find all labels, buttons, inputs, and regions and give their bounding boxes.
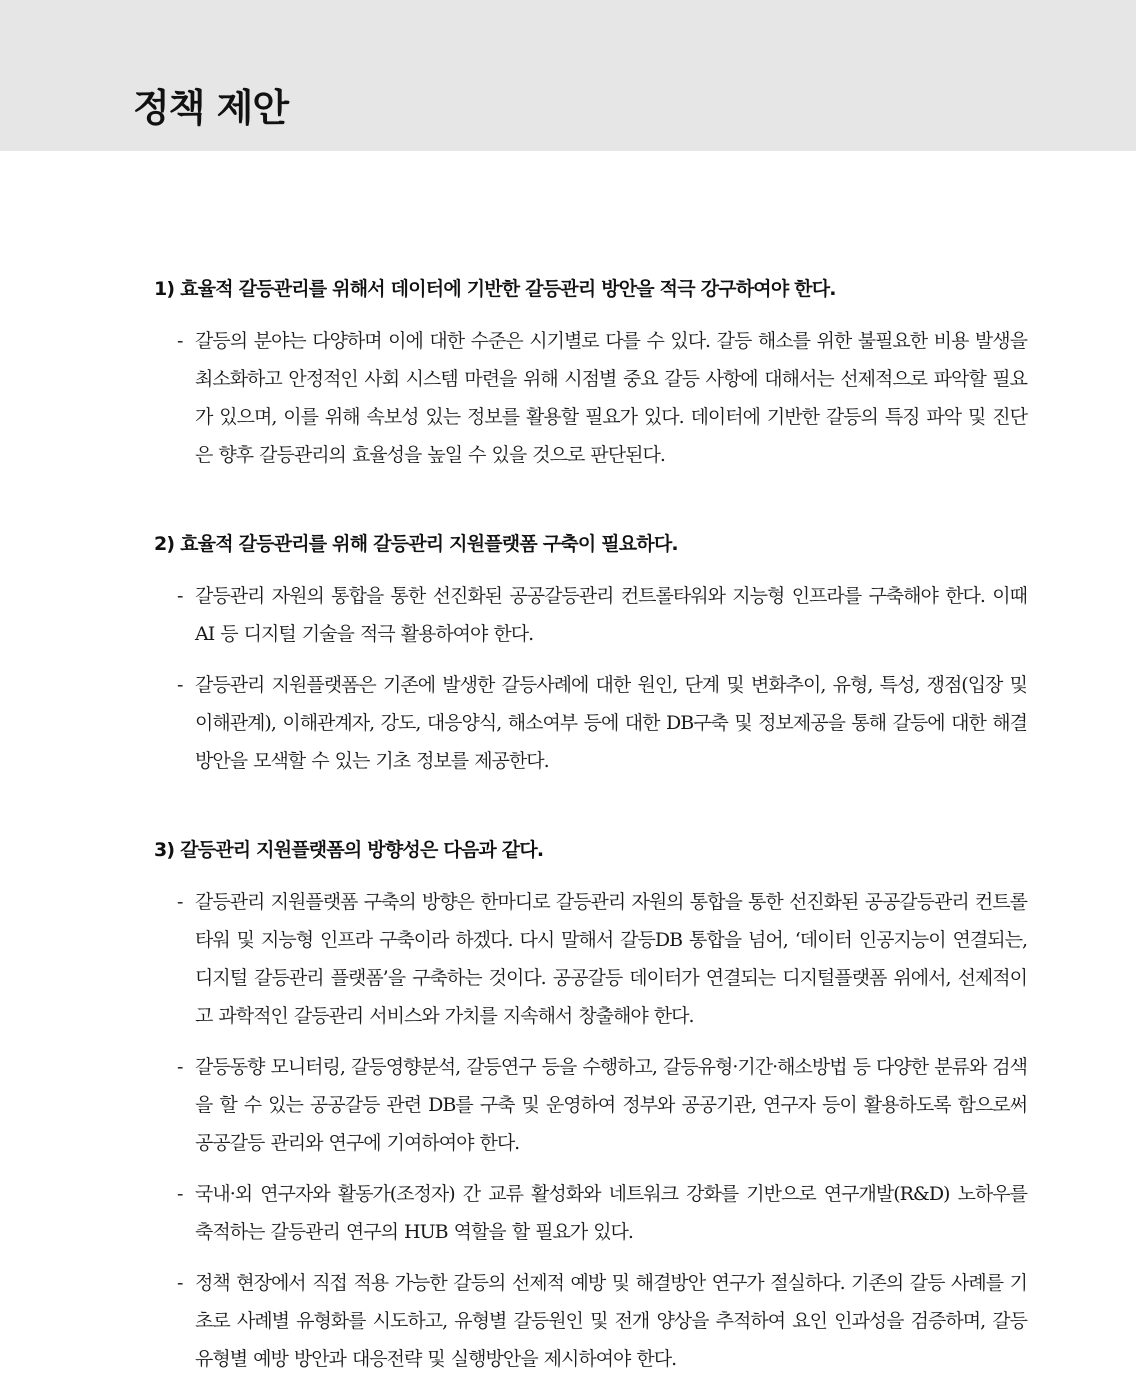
- bullet-dash: -: [177, 1183, 183, 1205]
- bullet-dash: -: [177, 1056, 183, 1078]
- bullet-item: [154, 883, 1027, 1035]
- bullet-item: [154, 1264, 1027, 1378]
- bullet-text: 정책 현장에서 직접 적용 가능한 갈등의 선제적 예방 및 해결방안 연구가 절실하다. 기존의 갈등 사례를 기초로 사례별 유형화를 시도하고, 유형별 갈등원인 및 전개 양상을 추적하여 요인 인과성을 검증하며, 갈등유형별 예방 방안과 대응전략 및 실행방안을 제시하여야 한다.: [195, 1272, 1027, 1370]
- bullet-dash: -: [177, 585, 183, 607]
- bullet-text: 국내·외 연구자와 활동가(조정자) 간 교류 활성화와 네트워크 강화를 기반으로 연구개발(R&D) 노하우를 축적하는 갈등관리 연구의 HUB 역할을 할 필요가 있다.: [195, 1183, 1027, 1243]
- bullet-text: 갈등관리 지원플랫폼은 기존에 발생한 갈등사례에 대한 원인, 단계 및 변화추이, 유형, 특성, 쟁점(입장 및 이해관계), 이해관계자, 강도, 대응양식, 해소여부 등에 대한 DB구축 및 정보제공을 통해 갈등에 대한 해결방안을 모색할 수 있는 기초 정보를 제공한다.: [195, 674, 1027, 772]
- section-heading: 1) 효율적 갈등관리를 위해서 데이터에 기반한 갈등관리 방안을 적극 강구하여야 한다.: [154, 278, 836, 300]
- bullet-text: 갈등관리 지원플랫폼 구축의 방향은 한마디로 갈등관리 자원의 통합을 통한 선진화된 공공갈등관리 컨트롤타워 및 지능형 인프라 구축이라 하겠다. 다시 말해서 갈등DB 통합을 넘어, ‘데이터 인공지능이 연결되는, 디지털 갈등관리 플랫폼’을 구축하는 것이다. 공공갈등 데이터가 연결되는 디지털플랫폼 위에서, 선제적이고 과학적인 갈등관리 서비스와 가치를 지속해서 창출해야 한다.: [195, 891, 1027, 1027]
- bullet-text: 갈등관리 자원의 통합을 통한 선진화된 공공갈등관리 컨트롤타워와 지능형 인프라를 구축해야 한다. 이때 AI 등 디지털 기술을 적극 활용하여야 한다.: [195, 585, 1027, 645]
- section-1: [154, 275, 1034, 474]
- section-2: [154, 530, 1034, 780]
- bullet-item: [154, 322, 1027, 474]
- page-title: 정책 제안: [133, 86, 289, 130]
- bullet-item: [154, 577, 1027, 653]
- bullet-dash: -: [177, 674, 183, 696]
- bullet-text: 갈등의 분야는 다양하며 이에 대한 수준은 시기별로 다를 수 있다. 갈등 해소를 위한 불필요한 비용 발생을 최소화하고 안정적인 사회 시스템 마련을 위해 시점별 중요 갈등 사항에 대해서는 선제적으로 파악할 필요가 있으며, 이를 위해 속보성 있는 정보를 활용할 필요가 있다. 데이터에 기반한 갈등의 특징 파악 및 진단은 향후 갈등관리의 효율성을 높일 수 있을 것으로 판단된다.: [195, 330, 1027, 466]
- bullet-dash: -: [177, 1272, 183, 1294]
- section-3: [154, 836, 1034, 1378]
- bullet-item: [154, 666, 1027, 780]
- bullet-item: [154, 1048, 1027, 1162]
- section-heading: 3) 갈등관리 지원플랫폼의 방향성은 다음과 같다.: [154, 839, 544, 861]
- section-heading: 2) 효율적 갈등관리를 위해 갈등관리 지원플랫폼 구축이 필요하다.: [154, 533, 678, 555]
- bullet-text: 갈등동향 모니터링, 갈등영향분석, 갈등연구 등을 수행하고, 갈등유형·기간·해소방법 등 다양한 분류와 검색을 할 수 있는 공공갈등 관련 DB를 구축 및 운영하여 정부와 공공기관, 연구자 등이 활용하도록 함으로써 공공갈등 관리와 연구에 기여하여야 한다.: [195, 1056, 1027, 1154]
- bullet-dash: -: [177, 330, 183, 352]
- bullet-item: [154, 1175, 1027, 1251]
- bullet-dash: -: [177, 891, 183, 913]
